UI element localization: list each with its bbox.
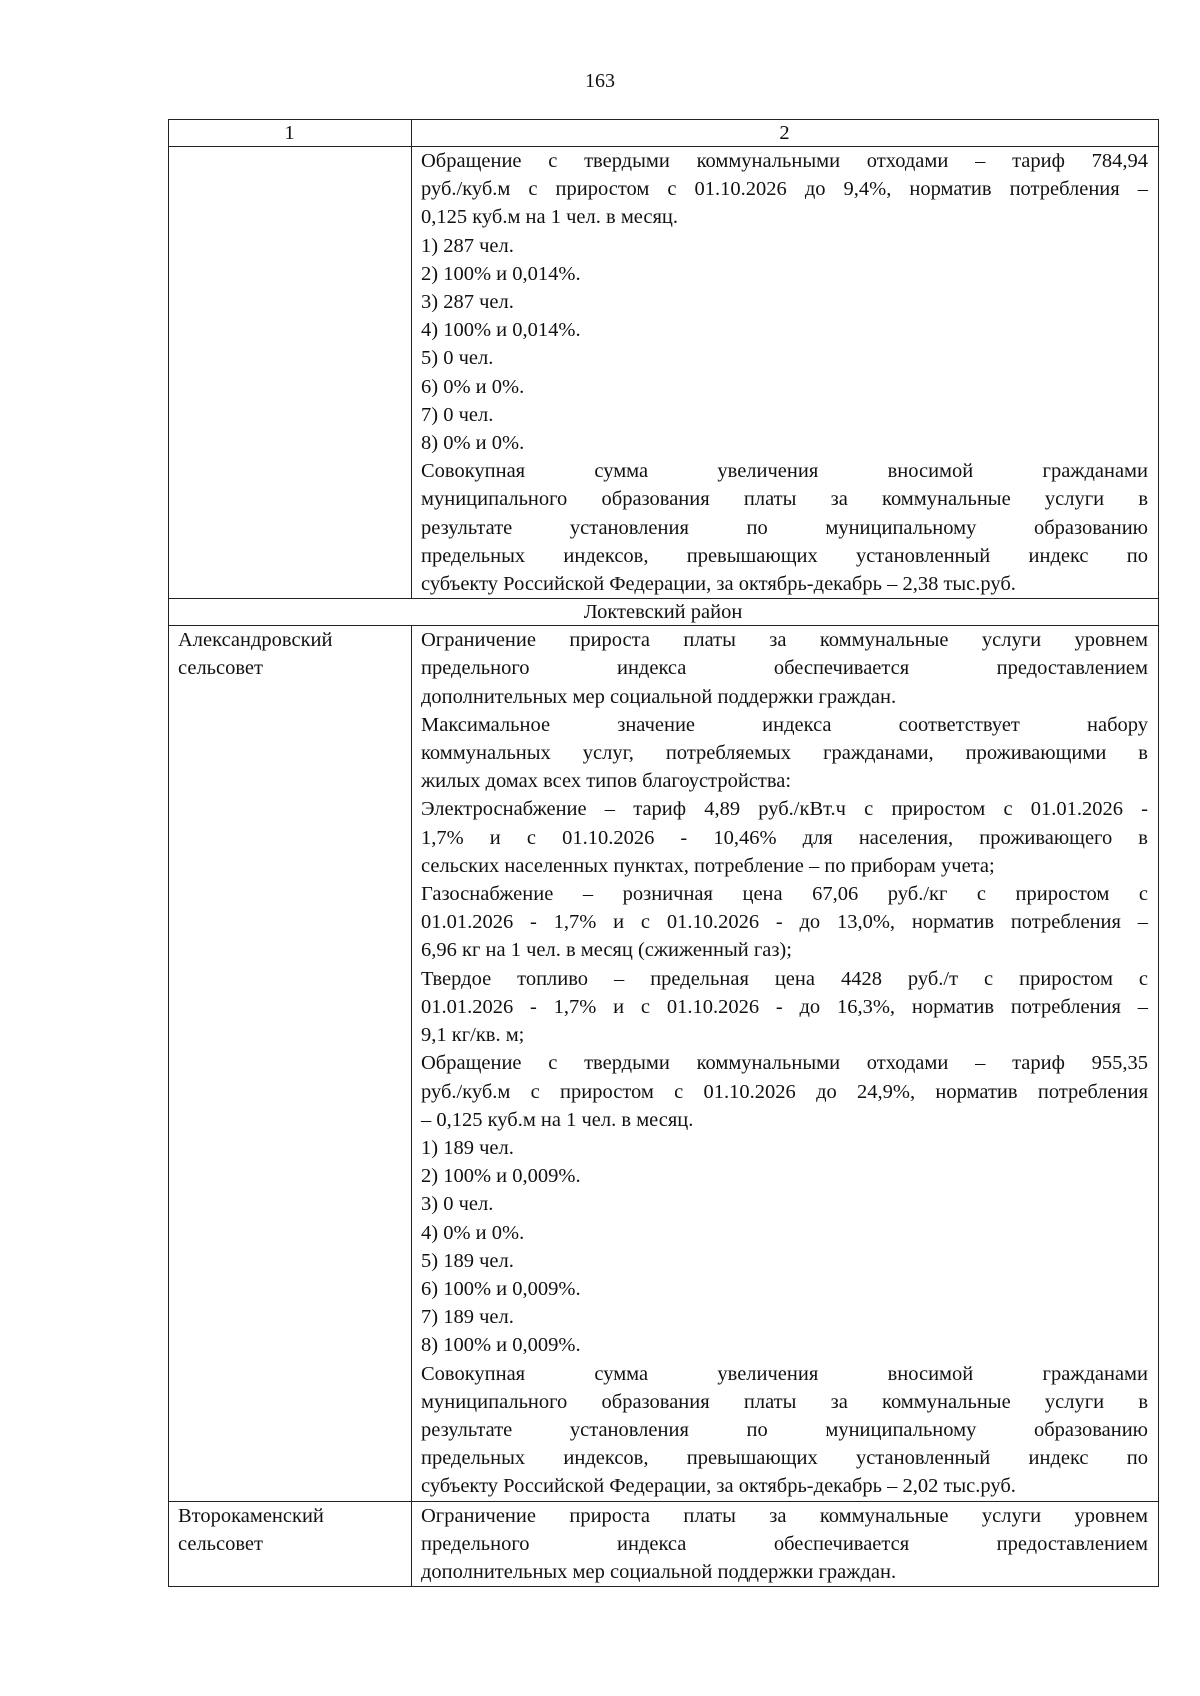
list-item: 4) 0% и 0%. [421, 1221, 525, 1244]
text-line: Электроснабжение – тариф 4,89 руб./кВт.ч с приростом с 01.01.2026 - [421, 798, 1148, 821]
list-item: 3) 0 чел. [421, 1193, 494, 1216]
text-line: – 0,125 куб.м на 1 чел. в месяц. [421, 1108, 694, 1131]
description-cell [412, 147, 1159, 599]
header-cell-2: 2 [412, 120, 1159, 147]
text-line: Твердое топливо – предельная цена 4428 руб./т с приростом с [421, 967, 1148, 990]
text-line: предельного индекса обеспечивается предоставлением [421, 657, 1148, 680]
list-item: 4) 100% и 0,014%. [421, 319, 581, 342]
municipality-name: сельсовет [178, 1532, 263, 1555]
header-cell-1: 1 [169, 120, 412, 147]
description-cell [412, 626, 1159, 1501]
text-line: коммунальных услуг, потребляемых гражданами, проживающими в [421, 742, 1148, 765]
list-item: 7) 0 чел. [421, 403, 494, 426]
text-line: Максимальное значение индекса соответствует набору [421, 713, 1148, 736]
list-item: 8) 100% и 0,009%. [421, 1334, 581, 1357]
table-row [169, 147, 1159, 599]
text-line: 6,96 кг на 1 чел. в месяц (сжиженный газ); [421, 939, 792, 962]
text-line: муниципального образования платы за коммунальные услуги в [421, 1390, 1148, 1413]
page-number: 163 [585, 70, 615, 92]
district-title: Локтевский район [169, 599, 1159, 626]
text-line: предельных индексов, превышающих установленный индекс по [421, 544, 1148, 567]
text-line: 01.01.2026 - 1,7% и с 01.10.2026 - до 13,0%, норматив потребления – [421, 911, 1148, 934]
list-item: 1) 189 чел. [421, 1136, 514, 1159]
list-item: 3) 287 чел. [421, 291, 514, 314]
table-header-row [169, 120, 1159, 147]
list-item: 2) 100% и 0,014%. [421, 262, 581, 285]
list-item: 5) 189 чел. [421, 1249, 514, 1272]
municipality-cell [169, 1501, 412, 1587]
municipality-name: сельсовет [178, 657, 263, 680]
text-line: результате установления по муниципальному образованию [421, 516, 1148, 539]
text-line: предельного индекса обеспечивается предоставлением [421, 1532, 1148, 1555]
text-line: сельских населенных пунктах, потребление – по приборам учета; [421, 854, 995, 877]
municipality-cell [169, 147, 412, 599]
text-line: Ограничение прироста платы за коммунальные услуги уровнем [421, 1504, 1148, 1527]
text-line: Совокупная сумма увеличения вносимой гражданами [421, 460, 1148, 483]
list-item: 2) 100% и 0,009%. [421, 1165, 581, 1188]
municipality-cell [169, 626, 412, 1501]
text-line: Ограничение прироста платы за коммунальные услуги уровнем [421, 629, 1148, 652]
text-line: Обращение с твердыми коммунальными отходами – тариф 955,35 [421, 1052, 1148, 1075]
list-item: 7) 189 чел. [421, 1306, 514, 1329]
municipality-name: Александровский [178, 629, 333, 652]
list-item: 6) 100% и 0,009%. [421, 1277, 581, 1300]
text-line: 1,7% и с 01.10.2026 - 10,46% для населения, проживающего в [421, 826, 1148, 849]
list-item: 6) 0% и 0%. [421, 375, 525, 398]
list-item: 5) 0 чел. [421, 347, 494, 370]
description-cell [412, 1501, 1159, 1587]
text-line: дополнительных мер социальной поддержки граждан. [421, 1560, 897, 1583]
text-line: руб./куб.м с приростом с 01.10.2026 до 24,9%, норматив потребления [421, 1080, 1148, 1103]
services-table [168, 119, 1159, 1587]
list-item: 1) 287 чел. [421, 234, 514, 257]
text-line: руб./куб.м с приростом с 01.10.2026 до 9,4%, норматив потребления – [421, 178, 1148, 201]
table-row [169, 626, 1159, 1501]
text-line: муниципального образования платы за коммунальные услуги в [421, 488, 1148, 511]
district-row [169, 599, 1159, 626]
text-line: результате установления по муниципальному образованию [421, 1418, 1148, 1441]
text-line: дополнительных мер социальной поддержки граждан. [421, 685, 897, 708]
text-line: 9,1 кг/кв. м; [421, 1024, 525, 1047]
list-item: 8) 0% и 0%. [421, 432, 525, 455]
text-line: Газоснабжение – розничная цена 67,06 руб./кг с приростом с [421, 883, 1148, 906]
table-row [169, 1501, 1159, 1587]
text-line: жилых домах всех типов благоустройства: [421, 770, 792, 793]
text-line: 01.01.2026 - 1,7% и с 01.10.2026 - до 16,3%, норматив потребления – [421, 995, 1148, 1018]
municipality-name: Второкаменский [178, 1504, 324, 1527]
text-line: субъекту Российской Федерации, за октябрь-декабрь – 2,02 тыс.руб. [421, 1475, 1016, 1498]
text-line: 0,125 куб.м на 1 чел. в месяц. [421, 206, 679, 229]
text-line: Совокупная сумма увеличения вносимой гражданами [421, 1362, 1148, 1385]
text-line: Обращение с твердыми коммунальными отходами – тариф 784,94 [421, 150, 1148, 172]
text-line: предельных индексов, превышающих установленный индекс по [421, 1447, 1148, 1470]
text-line: субъекту Российской Федерации, за октябрь-декабрь – 2,38 тыс.руб. [421, 573, 1016, 596]
